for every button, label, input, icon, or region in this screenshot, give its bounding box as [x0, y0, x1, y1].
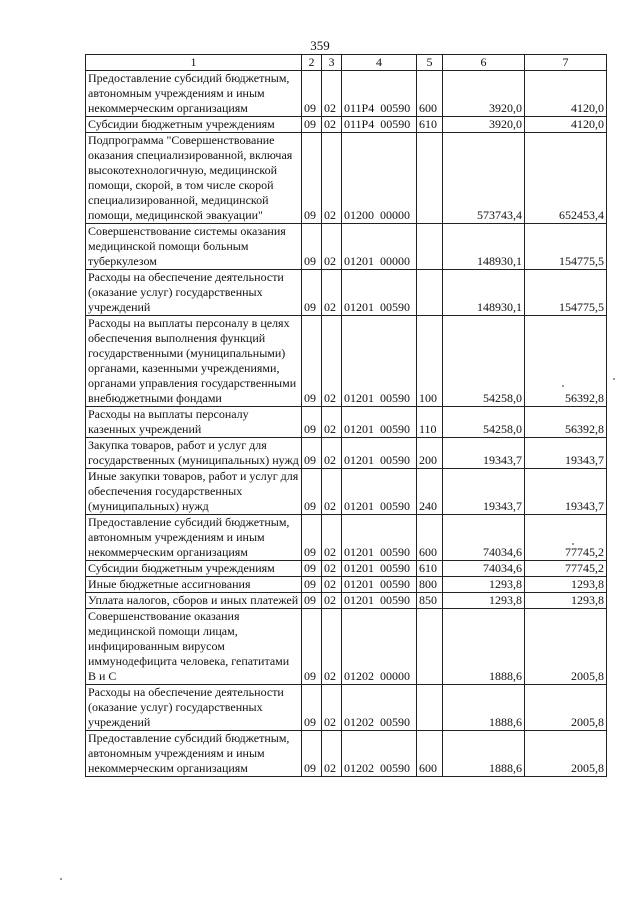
expense-type-cell: 610: [417, 561, 443, 577]
section-code-cell: 09: [302, 316, 322, 407]
table-row: [86, 316, 607, 407]
row-name-cell: Расходы на выплаты персоналу в целях обеспечения выполнения функций государственными (муниципальными) органами, казенными учреждениями, органами управления государственными внебюджетными фондами: [86, 316, 302, 407]
table-row: [86, 515, 607, 561]
row-name-cell: Подпрограмма "Совершенствование оказания специализированной, включая высокотехнологичную, медицинской помощи, скорой, в том числе скорой специализированной, медицинской помощи, медицинской эвакуации": [86, 133, 302, 224]
row-name-cell: Расходы на обеспечение деятельности (оказание услуг) государственных учреждений: [86, 270, 302, 316]
section-code-cell: 09: [302, 270, 322, 316]
header-row: [86, 55, 607, 71]
amount-year1-cell: 74034,6: [443, 561, 525, 577]
subsection-code-cell: 02: [322, 731, 342, 777]
budget-table: [85, 54, 607, 777]
row-name-cell: Совершенствование системы оказания медицинской помощи больным туберкулезом: [86, 224, 302, 270]
table-row: [86, 731, 607, 777]
amount-year2-cell: 56392,8: [525, 316, 607, 407]
subsection-code-cell: 02: [322, 117, 342, 133]
section-code-cell: 09: [302, 117, 322, 133]
section-code-cell: 09: [302, 561, 322, 577]
scan-speck: [613, 378, 615, 380]
amount-year1-cell: 3920,0: [443, 71, 525, 117]
amount-year1-cell: 54258,0: [443, 407, 525, 438]
column-header: 7: [525, 55, 607, 71]
scan-speck: [562, 385, 564, 387]
subsection-code-cell: 02: [322, 407, 342, 438]
target-article-cell: 01201 00590: [342, 515, 417, 561]
target-article-cell: 01202 00000: [342, 609, 417, 685]
table-row: [86, 609, 607, 685]
section-code-cell: 09: [302, 133, 322, 224]
row-name-cell: Иные бюджетные ассигнования: [86, 577, 302, 593]
amount-year2-cell: 19343,7: [525, 469, 607, 515]
target-article-cell: 01201 00590: [342, 577, 417, 593]
amount-year1-cell: 148930,1: [443, 270, 525, 316]
expense-type-cell: 600: [417, 515, 443, 561]
subsection-code-cell: 02: [322, 685, 342, 731]
amount-year1-cell: 19343,7: [443, 438, 525, 469]
amount-year2-cell: 652453,4: [525, 133, 607, 224]
row-name-cell: Предоставление субсидий бюджетным, автономным учреждениям и иным некоммерческим организациям: [86, 515, 302, 561]
amount-year1-cell: 1293,8: [443, 577, 525, 593]
subsection-code-cell: 02: [322, 609, 342, 685]
amount-year2-cell: 154775,5: [525, 270, 607, 316]
section-code-cell: 09: [302, 515, 322, 561]
target-article-cell: 01201 00590: [342, 593, 417, 609]
subsection-code-cell: 02: [322, 133, 342, 224]
amount-year2-cell: 1293,8: [525, 577, 607, 593]
table-body: [86, 71, 607, 777]
target-article-cell: 01202 00590: [342, 731, 417, 777]
target-article-cell: 01202 00590: [342, 685, 417, 731]
table-row: [86, 224, 607, 270]
table-row: [86, 71, 607, 117]
subsection-code-cell: 02: [322, 270, 342, 316]
row-name-cell: Расходы на выплаты персоналу казенных учреждений: [86, 407, 302, 438]
subsection-code-cell: 02: [322, 593, 342, 609]
amount-year1-cell: 1888,6: [443, 685, 525, 731]
amount-year1-cell: 74034,6: [443, 515, 525, 561]
expense-type-cell: 610: [417, 117, 443, 133]
table-row: [86, 133, 607, 224]
amount-year2-cell: 2005,8: [525, 609, 607, 685]
section-code-cell: 09: [302, 438, 322, 469]
row-name-cell: Субсидии бюджетным учреждениям: [86, 561, 302, 577]
table-row: [86, 561, 607, 577]
section-code-cell: 09: [302, 577, 322, 593]
target-article-cell: 01201 00590: [342, 270, 417, 316]
column-header: 3: [322, 55, 342, 71]
column-header: 6: [443, 55, 525, 71]
row-name-cell: Уплата налогов, сборов и иных платежей: [86, 593, 302, 609]
amount-year2-cell: 2005,8: [525, 731, 607, 777]
amount-year2-cell: 2005,8: [525, 685, 607, 731]
expense-type-cell: 850: [417, 593, 443, 609]
amount-year1-cell: 3920,0: [443, 117, 525, 133]
expense-type-cell: 110: [417, 407, 443, 438]
row-name-cell: Иные закупки товаров, работ и услуг для обеспечения государственных (муниципальных) нужд: [86, 469, 302, 515]
subsection-code-cell: 02: [322, 469, 342, 515]
target-article-cell: 01200 00000: [342, 133, 417, 224]
amount-year2-cell: 56392,8: [525, 407, 607, 438]
amount-year2-cell: 4120,0: [525, 117, 607, 133]
amount-year2-cell: 154775,5: [525, 224, 607, 270]
amount-year2-cell: 77745,2: [525, 561, 607, 577]
amount-year2-cell: 19343,7: [525, 438, 607, 469]
subsection-code-cell: 02: [322, 316, 342, 407]
row-name-cell: Совершенствование оказания медицинской помощи лицам, инфицированным вирусом иммунодефицита человека, гепатитами В и С: [86, 609, 302, 685]
section-code-cell: 09: [302, 593, 322, 609]
target-article-cell: 011Р4 00590: [342, 117, 417, 133]
target-article-cell: 011Р4 00590: [342, 71, 417, 117]
section-code-cell: 09: [302, 224, 322, 270]
amount-year1-cell: 573743,4: [443, 133, 525, 224]
expense-type-cell: [417, 609, 443, 685]
expense-type-cell: [417, 685, 443, 731]
amount-year1-cell: 1888,6: [443, 609, 525, 685]
section-code-cell: 09: [302, 731, 322, 777]
expense-type-cell: 600: [417, 731, 443, 777]
subsection-code-cell: 02: [322, 438, 342, 469]
target-article-cell: 01201 00590: [342, 469, 417, 515]
expense-type-cell: 200: [417, 438, 443, 469]
target-article-cell: 01201 00590: [342, 561, 417, 577]
expense-type-cell: [417, 133, 443, 224]
amount-year1-cell: 54258,0: [443, 316, 525, 407]
amount-year2-cell: 1293,8: [525, 593, 607, 609]
expense-type-cell: 800: [417, 577, 443, 593]
row-name-cell: Предоставление субсидий бюджетным, автономным учреждениям и иным некоммерческим организациям: [86, 71, 302, 117]
scan-speck: [572, 543, 574, 545]
amount-year1-cell: 19343,7: [443, 469, 525, 515]
section-code-cell: 09: [302, 685, 322, 731]
target-article-cell: 01201 00590: [342, 438, 417, 469]
amount-year2-cell: 4120,0: [525, 71, 607, 117]
target-article-cell: 01201 00590: [342, 407, 417, 438]
amount-year1-cell: 1888,6: [443, 731, 525, 777]
subsection-code-cell: 02: [322, 561, 342, 577]
section-code-cell: 09: [302, 609, 322, 685]
row-name-cell: Закупка товаров, работ и услуг для государственных (муниципальных) нужд: [86, 438, 302, 469]
column-header: 2: [302, 55, 322, 71]
section-code-cell: 09: [302, 469, 322, 515]
section-code-cell: 09: [302, 71, 322, 117]
row-name-cell: Предоставление субсидий бюджетным, автономным учреждениям и иным некоммерческим организациям: [86, 731, 302, 777]
expense-type-cell: 240: [417, 469, 443, 515]
subsection-code-cell: 02: [322, 71, 342, 117]
column-header: 5: [417, 55, 443, 71]
table-row: [86, 685, 607, 731]
table-row: [86, 117, 607, 133]
subsection-code-cell: 02: [322, 515, 342, 561]
table-row: [86, 593, 607, 609]
expense-type-cell: [417, 270, 443, 316]
table-row: [86, 469, 607, 515]
scan-speck: [60, 878, 62, 880]
row-name-cell: Расходы на обеспечение деятельности (оказание услуг) государственных учреждений: [86, 685, 302, 731]
subsection-code-cell: 02: [322, 224, 342, 270]
table-row: [86, 407, 607, 438]
expense-type-cell: 600: [417, 71, 443, 117]
amount-year2-cell: 77745,2: [525, 515, 607, 561]
table-row: [86, 270, 607, 316]
target-article-cell: 01201 00590: [342, 316, 417, 407]
expense-type-cell: 100: [417, 316, 443, 407]
section-code-cell: 09: [302, 407, 322, 438]
page-number: 359: [310, 38, 330, 53]
row-name-cell: Субсидии бюджетным учреждениям: [86, 117, 302, 133]
target-article-cell: 01201 00000: [342, 224, 417, 270]
subsection-code-cell: 02: [322, 577, 342, 593]
column-header: 1: [86, 55, 302, 71]
table-row: [86, 577, 607, 593]
amount-year1-cell: 1293,8: [443, 593, 525, 609]
table-row: [86, 438, 607, 469]
expense-type-cell: [417, 224, 443, 270]
amount-year1-cell: 148930,1: [443, 224, 525, 270]
column-header: 4: [342, 55, 417, 71]
